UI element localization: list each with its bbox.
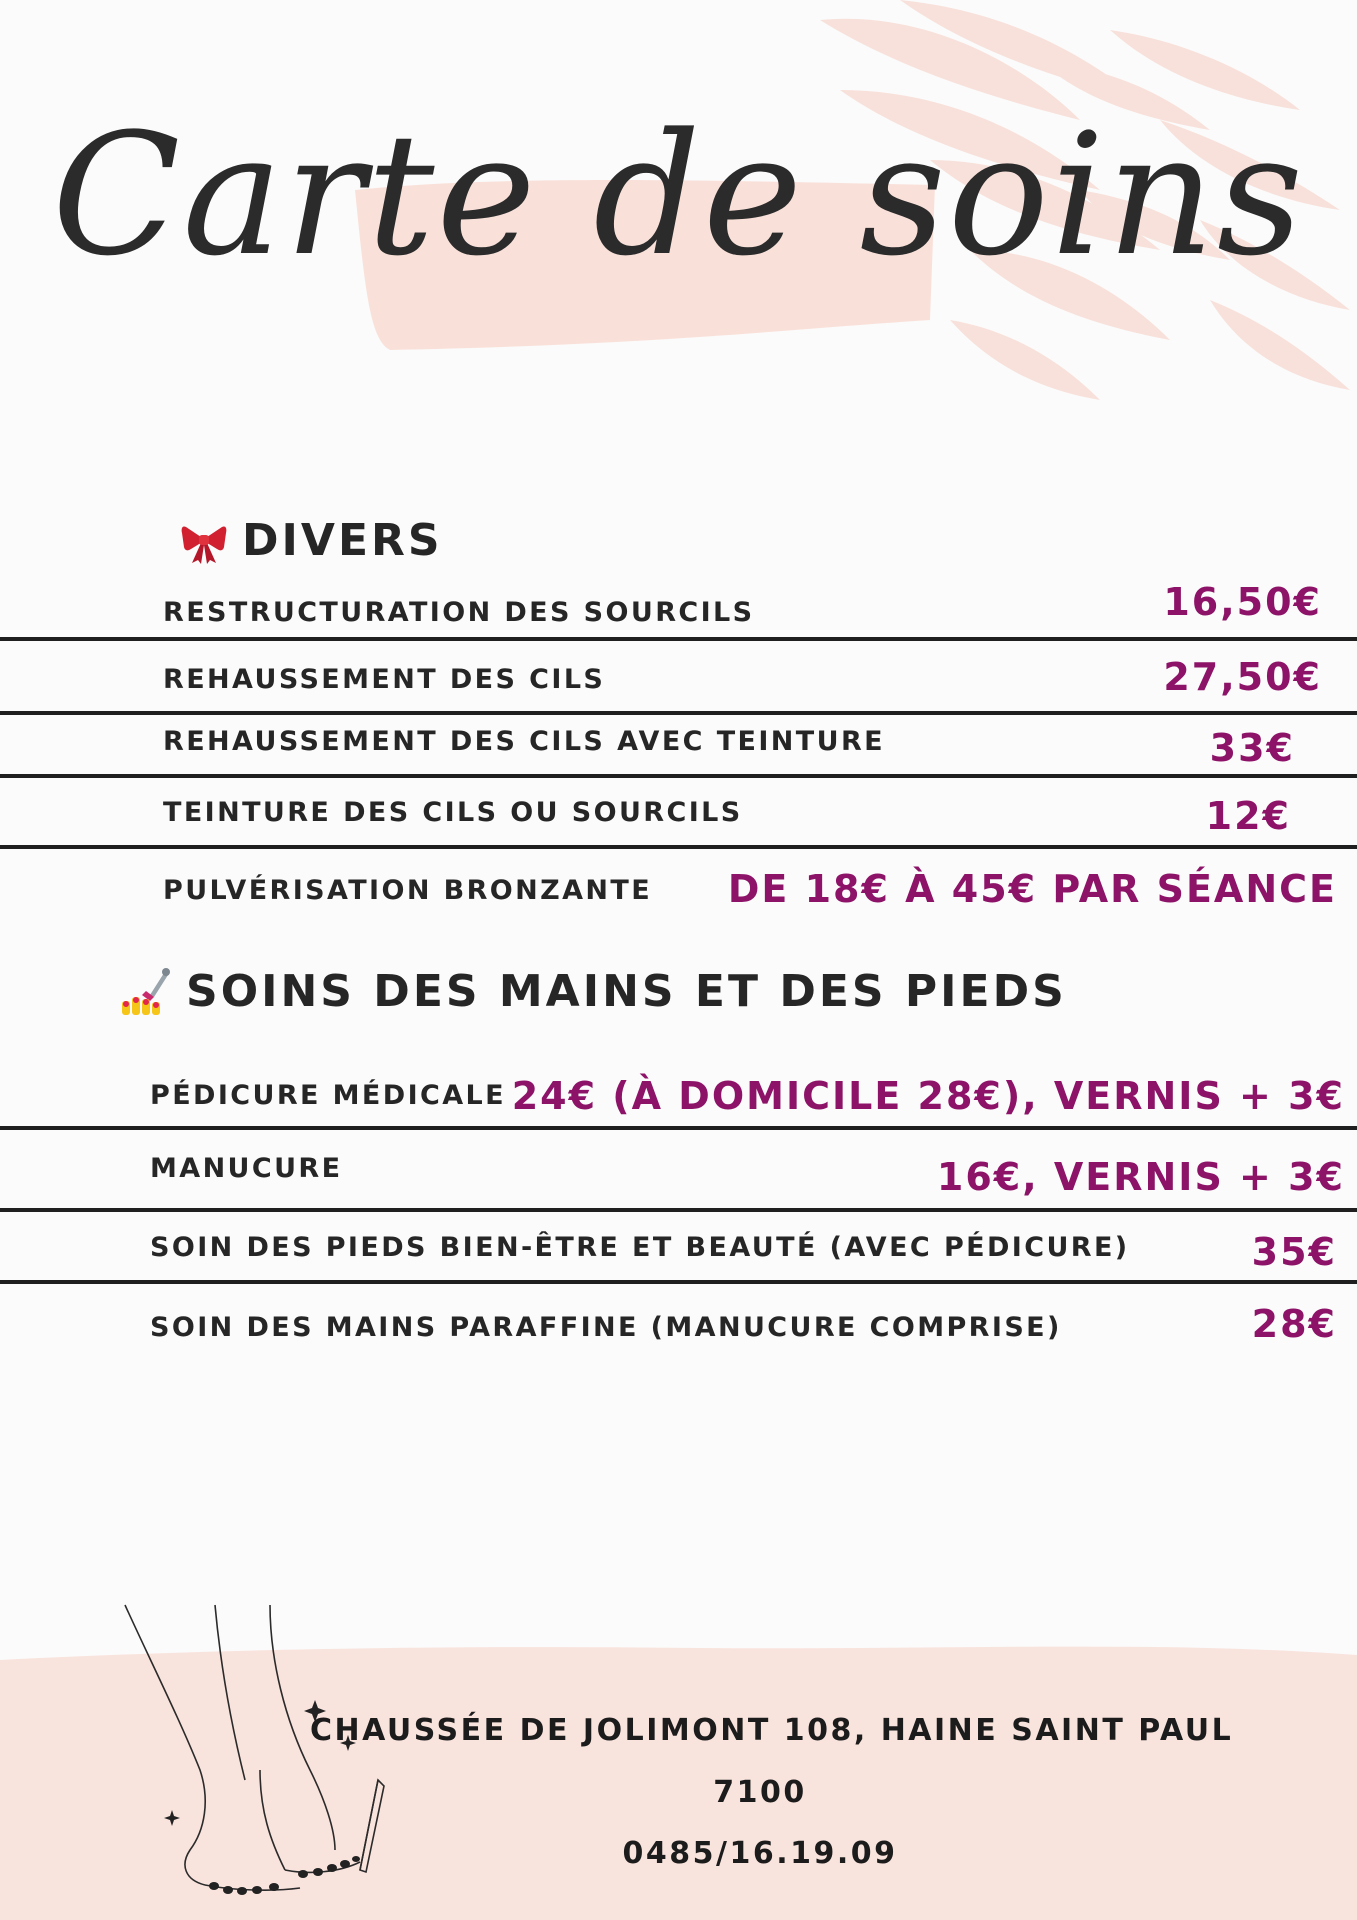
service-name: SOIN DES PIEDS BIEN-ÊTRE ET BEAUTÉ (AVEC PÉDICURE): [150, 1232, 1130, 1263]
divider: [0, 1208, 1357, 1212]
divider: [0, 1280, 1357, 1284]
section-title: DIVERS: [242, 515, 443, 566]
divider: [0, 637, 1357, 641]
service-price: 33€: [1209, 726, 1295, 770]
divider: [0, 1126, 1357, 1130]
service-name: TEINTURE DES CILS OU SOURCILS: [163, 797, 743, 828]
service-price: 12€: [1205, 794, 1291, 838]
service-name: SOIN DES MAINS PARAFFINE (MANUCURE COMPRISE): [150, 1312, 1062, 1343]
service-price: 35€: [1251, 1230, 1337, 1274]
service-name: PULVÉRISATION BRONZANTE: [163, 875, 653, 906]
footer-address: CHAUSSÉE DE JOLIMONT 108, HAINE SAINT PAUL: [310, 1713, 1234, 1748]
footer-postal-code: 7100: [713, 1775, 807, 1810]
service-price: 16,50€: [1163, 580, 1322, 624]
service-price: DE 18€ À 45€ PAR SÉANCE: [727, 867, 1337, 911]
section-header-divers: [180, 515, 443, 566]
section-title: SOINS DES MAINS ET DES PIEDS: [186, 965, 1067, 1017]
service-price: 27,50€: [1163, 655, 1322, 699]
divider: [0, 845, 1357, 849]
service-price: 16€, VERNIS + 3€: [936, 1155, 1345, 1199]
nail-polish-icon: [120, 965, 172, 1017]
service-price: 24€ (À DOMICILE 28€), VERNIS + 3€: [511, 1074, 1345, 1118]
page-title: Carte de soins: [51, 97, 1306, 293]
divider: [0, 711, 1357, 715]
ribbon-icon: [180, 517, 228, 565]
divider: [0, 774, 1357, 778]
section-header-soins: [120, 965, 1067, 1017]
service-name: PÉDICURE MÉDICALE: [150, 1080, 506, 1111]
service-name: MANUCURE: [150, 1153, 343, 1184]
service-name: RESTRUCTURATION DES SOURCILS: [163, 597, 755, 628]
service-name: REHAUSSEMENT DES CILS: [163, 664, 606, 695]
footer-phone: 0485/16.19.09: [622, 1836, 898, 1871]
service-price: 28€: [1251, 1302, 1337, 1346]
service-name: REHAUSSEMENT DES CILS AVEC TEINTURE: [163, 726, 885, 757]
